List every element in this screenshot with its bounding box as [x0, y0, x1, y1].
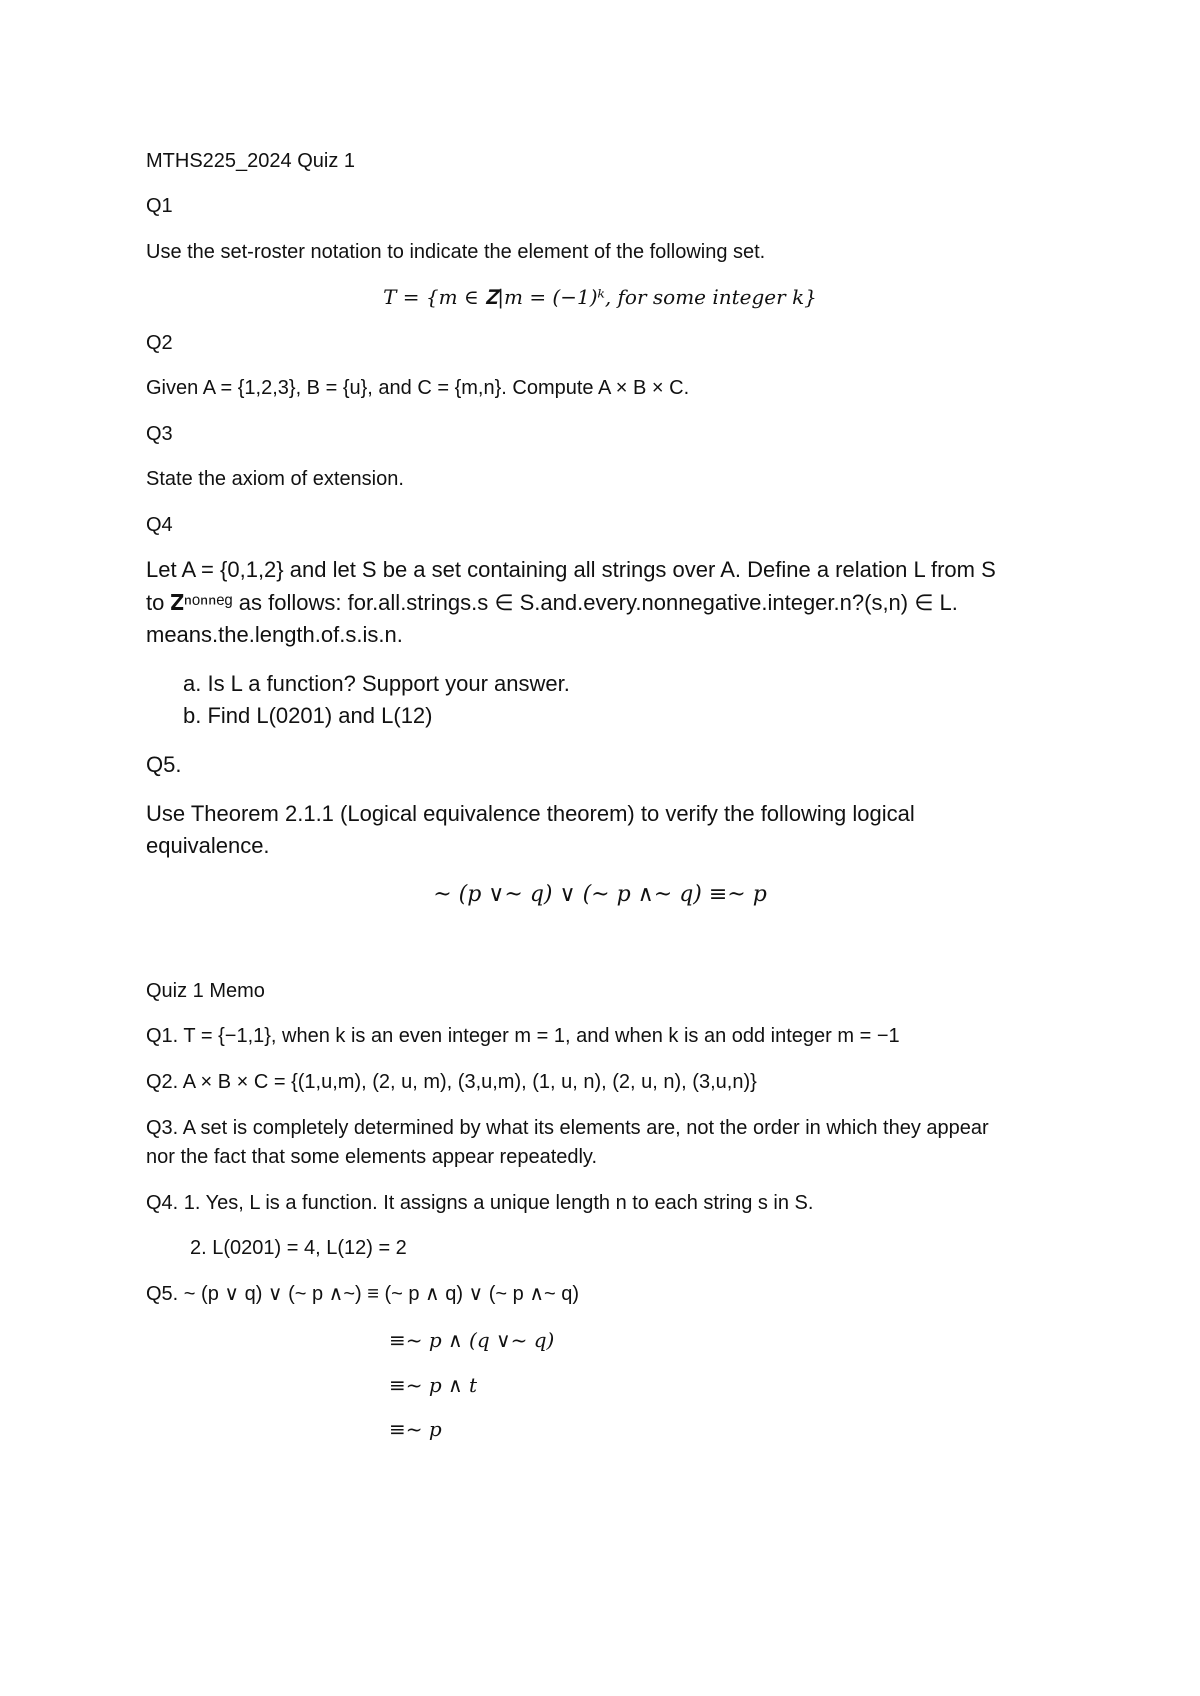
q5-formula: ~ (p ∨~ q) ∨ (~ p ∧~ q) ≡~ p [433, 882, 767, 907]
q2-label: Q2 [146, 332, 173, 354]
memo-q3-line-1: Q3. A set is completely determined by what its elements are, not the order in which they appear [146, 1117, 989, 1139]
q4-part-a: a. Is L a function? Support your answer. [183, 671, 570, 696]
q5-line-1: Use Theorem 2.1.1 (Logical equivalence theorem) to verify the following logical [146, 801, 915, 826]
q1-label: Q1 [146, 195, 173, 217]
memo-q4-line-1: Q4. 1. Yes, L is a function. It assigns a unique length n to each string s in S. [146, 1192, 814, 1214]
q4-line-1: Let A = {0,1,2} and let S be a set containing all strings over A. Define a relation L from S [146, 557, 996, 582]
memo-title: Quiz 1 Memo [146, 980, 265, 1002]
q2-text: Given A = {1,2,3}, B = {u}, and C = {m,n}. Compute A × B × C. [146, 377, 690, 399]
q1-text: Use the set-roster notation to indicate the element of the following set. [146, 241, 766, 263]
memo-q1: Q1. T = {−1,1}, when k is an even integer m = 1, and when k is an odd integer m = −1 [146, 1025, 900, 1047]
q5-label: Q5. [146, 752, 182, 777]
memo-q5-line-2: ≡~ p ∧ (q ∨~ q) [389, 1328, 555, 1352]
memo-q2: Q2. A × B × C = {(1,u,m), (2, u, m), (3,u,m), (1, u, n), (2, u, n), (3,u,n)} [146, 1071, 757, 1093]
q4-line-2: to 𝐙ⁿᵒⁿⁿᵉᵍ as follows: for.all.strings.s ∈ S.and.every.nonnegative.integer.n?(s,n) ∈ L. [146, 590, 958, 615]
q4-part-b: b. Find L(0201) and L(12) [183, 703, 433, 728]
q5-line-2: equivalence. [146, 833, 270, 858]
memo-q3-line-2: nor the fact that some elements appear repeatedly. [146, 1146, 598, 1168]
memo-q4-line-2: 2. L(0201) = 4, L(12) = 2 [190, 1237, 407, 1259]
memo-q5-line-1: Q5. ~ (p ∨ q) ∨ (~ p ∧~) ≡ (~ p ∧ q) ∨ (~ p ∧~ q) [146, 1283, 579, 1305]
q3-label: Q3 [146, 423, 173, 445]
q3-text: State the axiom of extension. [146, 468, 404, 490]
q4-line-3: means.the.length.of.s.is.n. [146, 622, 403, 647]
memo-q5-line-4: ≡~ p [389, 1417, 442, 1441]
q4-label: Q4 [146, 514, 173, 536]
quiz-title: MTHS225_2024 Quiz 1 [146, 150, 356, 172]
memo-q5-line-3: ≡~ p ∧ t [389, 1373, 478, 1397]
q1-formula: T = {m ∈ 𝐙|m = (−1)ᵏ, for some integer k} [383, 285, 817, 309]
